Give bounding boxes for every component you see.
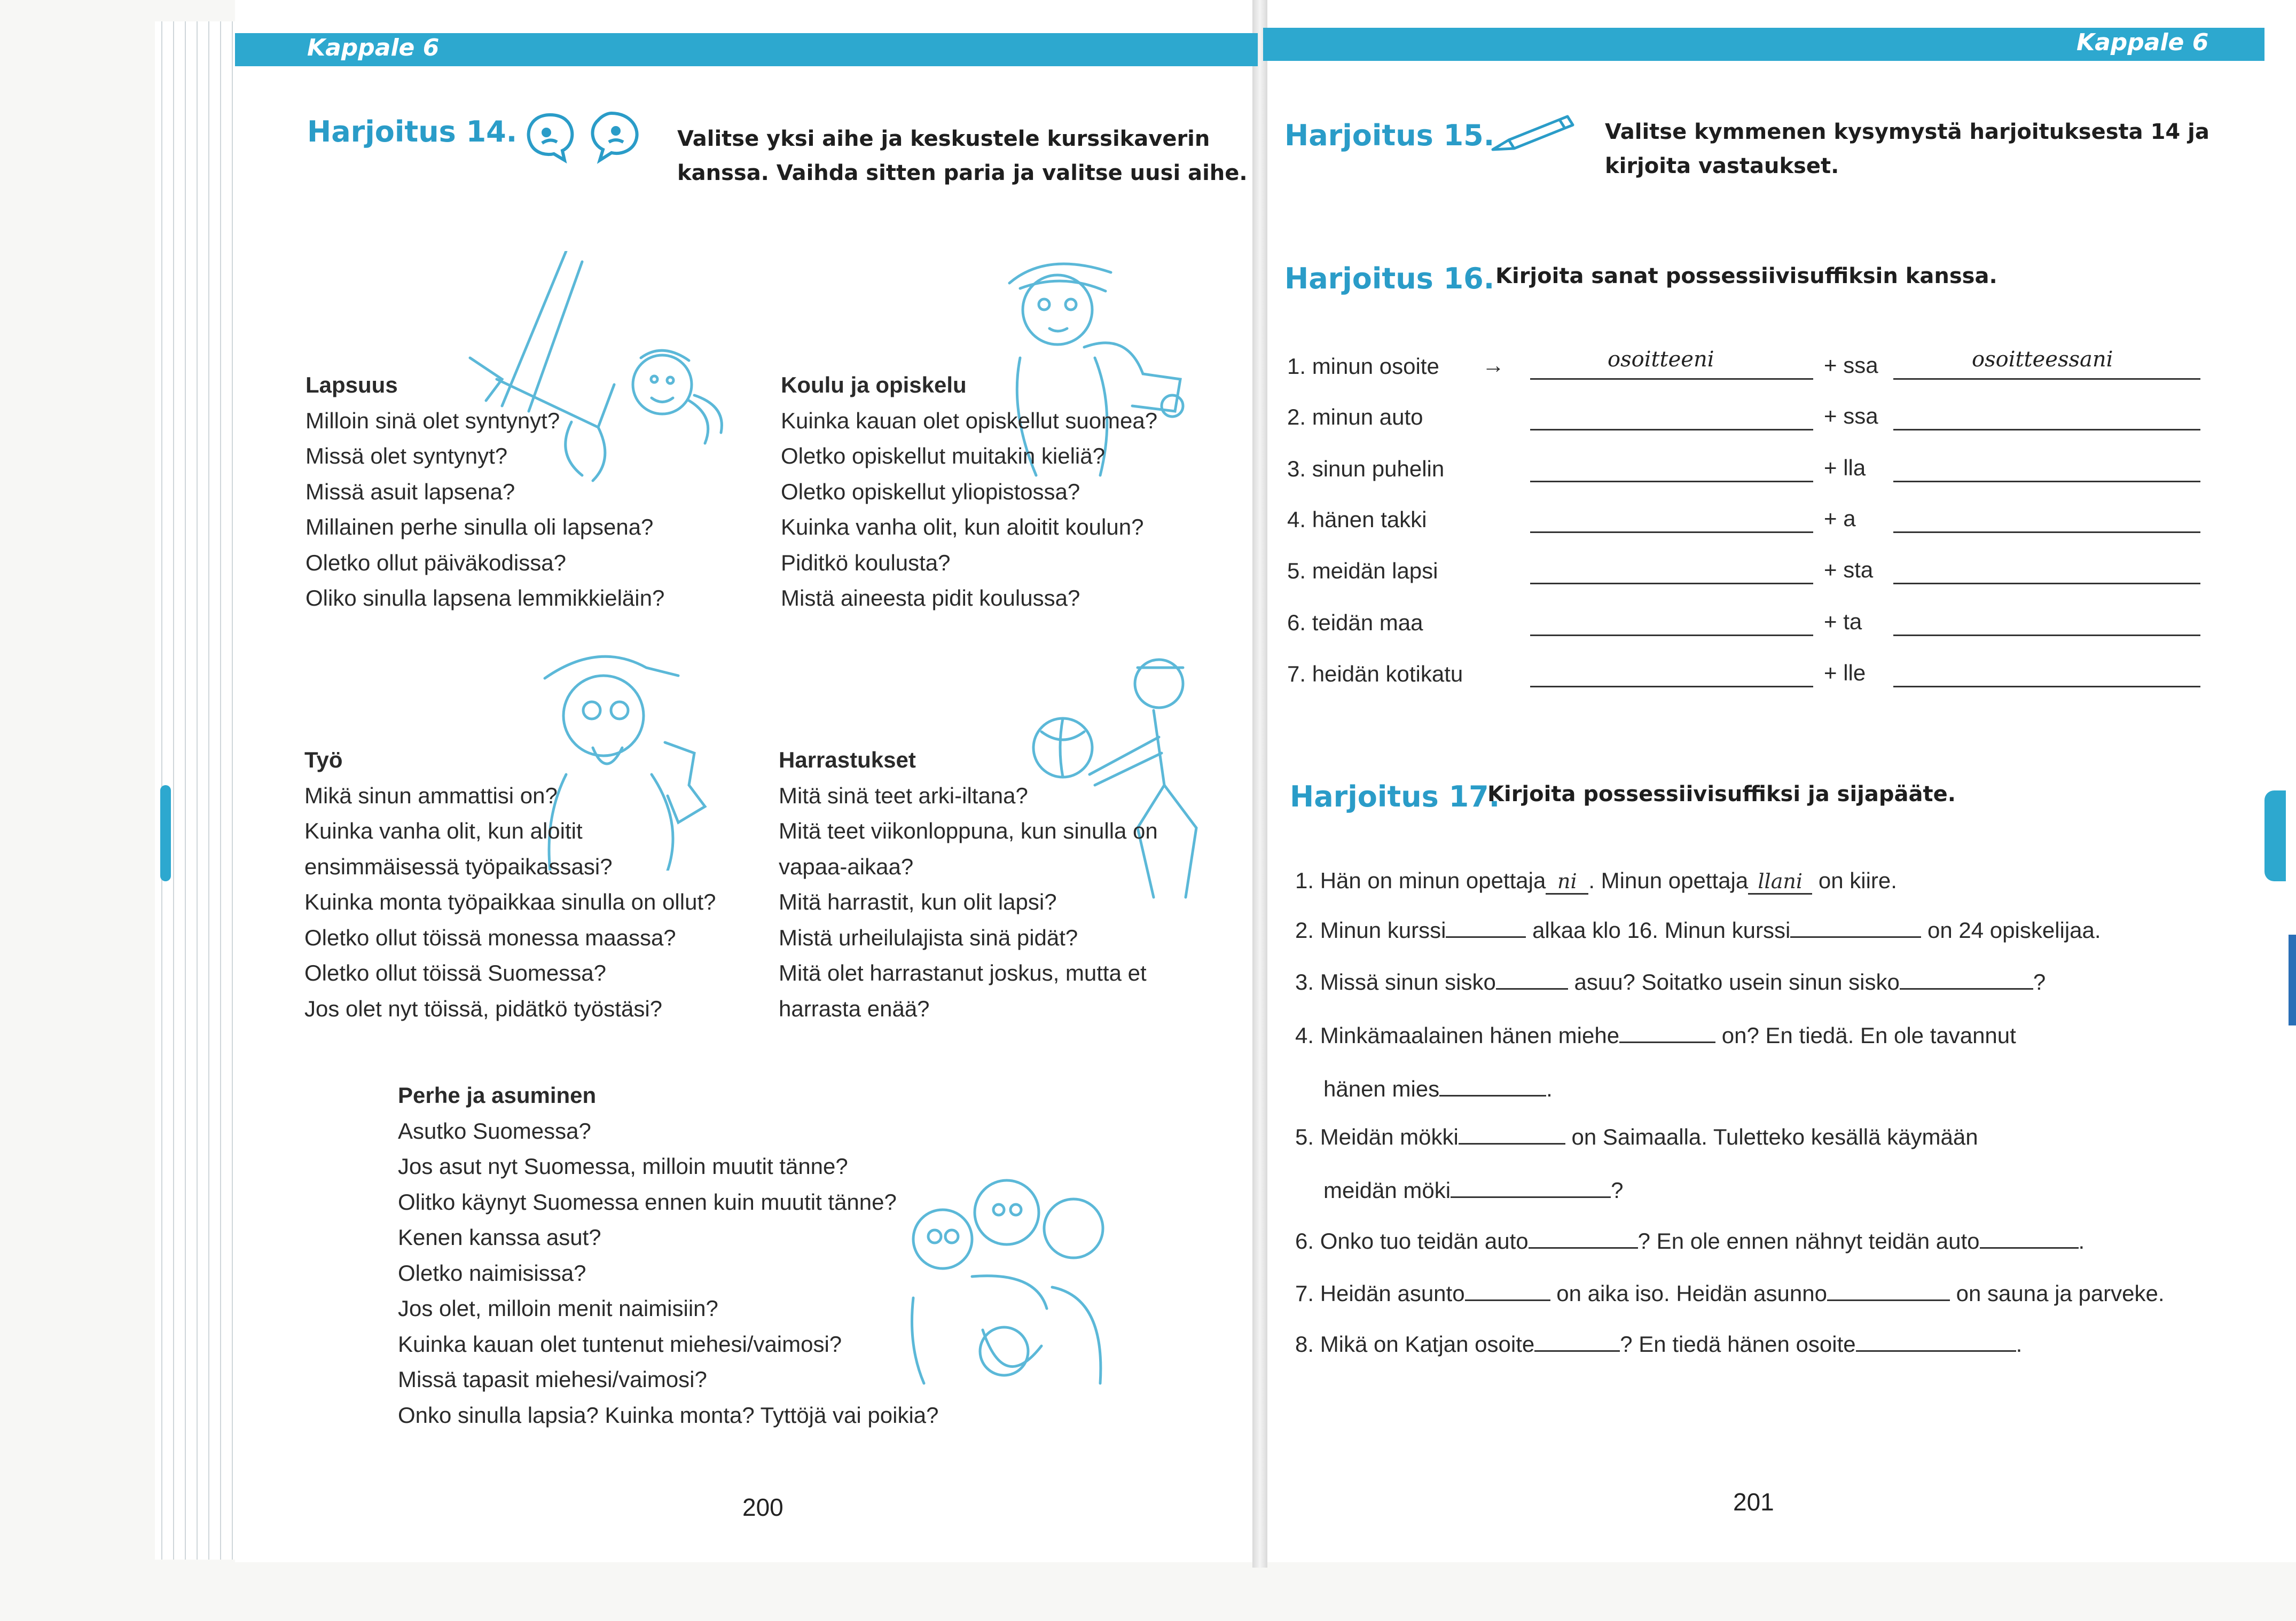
arrow-icon: → <box>1482 353 1504 378</box>
answer-blank[interactable] <box>1790 918 1921 938</box>
exercise-17-instruction: Kirjoita possessiivisuffiksi ja sijapääte. <box>1487 782 1956 806</box>
question: Oletko ollut päiväkodissa? <box>305 550 566 575</box>
sentence-text: ? <box>2033 969 2046 994</box>
exercise-17-sentence-5 <box>1295 1124 1978 1150</box>
exercise-16-row <box>1287 450 2206 498</box>
question: Kenen kanssa asut? <box>398 1225 601 1250</box>
row-label: 5. meidän lapsi <box>1287 558 1438 583</box>
sentence-text: 8. Mikä on Katjan osoite <box>1295 1332 1535 1357</box>
sentence-text: on aika iso. Heidän asunno <box>1556 1281 1827 1306</box>
exercise-17-sentence-3 <box>1295 969 2046 995</box>
exercise-16-row <box>1287 655 2206 703</box>
question: harrasta enää? <box>779 996 930 1021</box>
answer-line[interactable] <box>1530 635 1813 636</box>
result-line[interactable] <box>1893 481 2200 482</box>
thumb-tab-right <box>2264 790 2286 881</box>
thumb-tab-right-2 <box>2289 935 2296 1025</box>
sentence-text: 4. Minkämaalainen hänen miehe <box>1295 1023 1620 1048</box>
result-line[interactable] <box>1893 583 2200 584</box>
topic-heading: Perhe ja asuminen <box>398 1083 597 1108</box>
page-number-right: 201 <box>1733 1488 1774 1516</box>
sentence-text: ? En ole ennen nähnyt teidän auto <box>1637 1228 1980 1254</box>
exercise-16-row <box>1287 347 2206 395</box>
suffix: + ta <box>1824 609 1862 634</box>
answer-text: osoitteeni <box>1608 347 1714 372</box>
sentence-text: 6. Onko tuo teidän auto <box>1295 1228 1529 1254</box>
exercise-14-instruction-line-1: Valitse yksi aihe ja keskustele kurssikaverin <box>677 127 1210 151</box>
speech-bubbles-icon <box>521 107 646 166</box>
answer-blank[interactable] <box>1446 918 1526 938</box>
row-label: 3. sinun puhelin <box>1287 456 1445 481</box>
exercise-14-instruction-line-2: kanssa. Vaihda sitten paria ja valitse uusi aihe. <box>677 161 1248 185</box>
result-line[interactable] <box>1893 531 2200 533</box>
book-spine <box>1252 0 1267 1568</box>
question: Mitä harrastit, kun olit lapsi? <box>779 889 1057 914</box>
question: Piditkö koulusta? <box>781 550 951 575</box>
exercise-16-title: Harjoitus 16. <box>1284 262 1495 295</box>
answer-line[interactable] <box>1530 481 1813 482</box>
answer-blank[interactable] <box>1856 1332 2016 1352</box>
answer-blank[interactable] <box>1496 970 1568 990</box>
question: Kuinka kauan olet opiskellut suomea? <box>781 408 1158 433</box>
question: Oletko ollut töissä Suomessa? <box>304 960 606 985</box>
question: Oletko opiskellut muitakin kieliä? <box>781 443 1105 468</box>
exercise-14-title: Harjoitus 14. <box>307 115 518 148</box>
sentence-text: 5. Meidän mökki <box>1295 1124 1459 1149</box>
result-line[interactable] <box>1893 686 2200 687</box>
question: Jos asut nyt Suomessa, milloin muutit tänne? <box>398 1154 848 1179</box>
question: Oletko naimisissa? <box>398 1260 586 1286</box>
question: Mitä teet viikonloppuna, kun sinulla on <box>779 818 1158 843</box>
question: Milloin sinä olet syntynyt? <box>305 408 560 433</box>
sentence-text: asuu? Soitatko usein sinun sisko <box>1574 969 1900 994</box>
answer-blank[interactable] <box>1827 1281 1950 1301</box>
sentence-text: on 24 opiskelijaa. <box>1927 918 2101 943</box>
question: Mitä olet harrastanut joskus, mutta et <box>779 960 1147 985</box>
row-label: 4. hänen takki <box>1287 507 1427 532</box>
question: Oliko sinulla lapsena lemmikkieläin? <box>305 585 665 610</box>
sentence-text: 7. Heidän asunto <box>1295 1281 1465 1306</box>
exercise-17-sentence-2 <box>1295 918 2101 943</box>
answer-line[interactable] <box>1530 686 1813 687</box>
sentence-text: ? <box>1611 1178 1624 1203</box>
pencil-icon <box>1487 112 1578 155</box>
suffix: + lle <box>1824 660 1866 685</box>
topic-harrastukset <box>779 742 1158 1027</box>
row-label: 6. teidän maa <box>1287 610 1423 635</box>
exercise-15-instruction-line-1: Valitse kymmenen kysymystä harjoituksesta 14 ja <box>1605 120 2209 144</box>
answer-blank[interactable] <box>1465 1281 1550 1301</box>
exercise-16-row <box>1287 604 2206 652</box>
exercise-14-instruction <box>677 122 1248 190</box>
page-number-left: 200 <box>742 1493 783 1521</box>
exercise-16-row <box>1287 500 2206 549</box>
exercise-17-sentence-4 <box>1295 1023 2016 1048</box>
answer-line[interactable] <box>1530 531 1813 533</box>
suffix: + lla <box>1824 455 1866 480</box>
answer-blank[interactable]: llani <box>1748 870 1812 895</box>
exercise-17-sentence-7 <box>1295 1281 2165 1306</box>
question: Mitä sinä teet arki-iltana? <box>779 782 1028 808</box>
chapter-label-left: Kappale 6 <box>307 34 440 61</box>
question: Mistä aineesta pidit koulussa? <box>781 585 1080 610</box>
question: Olitko käynyt Suomessa ennen kuin muutit tänne? <box>398 1189 897 1215</box>
topic-perhe-ja-asuminen <box>398 1078 939 1433</box>
exercise-15-title: Harjoitus 15. <box>1284 119 1495 152</box>
exercise-16-row <box>1287 398 2206 446</box>
exercise-17-sentence-1 <box>1295 868 1897 895</box>
suffix: + ssa <box>1824 353 1878 378</box>
question: Millainen perhe sinulla oli lapsena? <box>305 514 654 539</box>
row-label: 7. heidän kotikatu <box>1287 661 1463 686</box>
answer-blank[interactable] <box>1619 1023 1715 1043</box>
question: Oletko ollut töissä monessa maassa? <box>304 925 676 950</box>
topic-lapsuus <box>305 367 664 616</box>
answer-blank[interactable] <box>1451 1178 1611 1198</box>
question: Oletko opiskellut yliopistossa? <box>781 479 1080 504</box>
suffix: + a <box>1824 506 1856 531</box>
topic-heading: Lapsuus <box>305 372 398 397</box>
exercise-16-instruction: Kirjoita sanat possessiivisuffiksin kanssa. <box>1495 264 1997 288</box>
suffix: + ssa <box>1824 403 1878 428</box>
exercise-17-sentence-6 <box>1295 1228 2085 1254</box>
chapter-label-right: Kappale 6 <box>2076 29 2209 56</box>
sentence-text: on kiire. <box>1818 868 1897 893</box>
exercise-15-instruction <box>1605 115 2209 183</box>
question: vapaa-aikaa? <box>779 853 914 879</box>
sentence-text: . <box>2016 1332 2023 1357</box>
question: Missä asuit lapsena? <box>305 479 515 504</box>
answer-line[interactable] <box>1530 583 1813 584</box>
sentence-text: hänen mies <box>1323 1076 1440 1101</box>
question: Kuinka kauan olet tuntenut miehesi/vaimosi? <box>398 1331 842 1357</box>
question: Mikä sinun ammattisi on? <box>304 782 558 808</box>
sentence-text: . Minun opettaja <box>1588 868 1749 893</box>
result-line[interactable] <box>1893 635 2200 636</box>
exercise-17-sentence-5b <box>1323 1178 1623 1203</box>
row-label: 1. minun osoite <box>1287 354 1439 379</box>
sentence-text: 2. Minun kurssi <box>1295 918 1446 943</box>
sentence-text: 1. Hän on minun opettaja <box>1295 868 1546 893</box>
question: Mistä urheilulajista sinä pidät? <box>779 925 1078 950</box>
topic-koulu-ja-opiskelu <box>781 367 1157 616</box>
answer-blank[interactable] <box>1439 1077 1546 1097</box>
question: Jos olet nyt töissä, pidätkö työstäsi? <box>304 996 663 1021</box>
question: Missä tapasit miehesi/vaimosi? <box>398 1367 707 1392</box>
question: Asutko Suomessa? <box>398 1118 591 1144</box>
question: Jos olet, milloin menit naimisiin? <box>398 1296 718 1321</box>
topic-heading: Harrastukset <box>779 747 916 772</box>
row-label: 2. minun auto <box>1287 404 1423 429</box>
answer-blank[interactable] <box>1529 1229 1638 1249</box>
sentence-text: alkaa klo 16. Minun kurssi <box>1532 918 1791 943</box>
sentence-text: . <box>1546 1076 1553 1101</box>
sentence-text: on sauna ja parveke. <box>1956 1281 2165 1306</box>
exercise-16-row <box>1287 552 2206 600</box>
answer-blank[interactable] <box>1534 1332 1620 1352</box>
answer-blank[interactable] <box>1900 970 2033 990</box>
exercise-17-title: Harjoitus 17. <box>1290 780 1500 813</box>
exercise-17-sentence-4b <box>1323 1076 1553 1102</box>
answer-blank[interactable]: ni <box>1546 870 1588 895</box>
sentence-text: on Saimaalla. Tuletteko kesällä käymään <box>1571 1124 1978 1149</box>
question: Onko sinulla lapsia? Kuinka monta? Tyttöjä vai poikia? <box>398 1402 939 1428</box>
sentence-text: ? En tiedä hänen osoite <box>1620 1332 1856 1357</box>
thumb-tab-left <box>160 785 171 881</box>
sentence-text: . <box>2078 1228 2085 1254</box>
exercise-17-sentence-8 <box>1295 1332 2022 1357</box>
question: Missä olet syntynyt? <box>305 443 508 468</box>
result-text: osoitteessani <box>1972 347 2113 372</box>
topic-heading: Työ <box>304 747 343 772</box>
sentence-text: meidän möki <box>1323 1178 1451 1203</box>
exercise-16-table <box>1287 347 2206 700</box>
question: Kuinka monta työpaikkaa sinulla on ollut? <box>304 889 716 914</box>
answer-blank[interactable] <box>1459 1125 1565 1145</box>
answer-line[interactable] <box>1530 378 1813 380</box>
question: Kuinka vanha olit, kun aloitit koulun? <box>781 514 1144 539</box>
topic-heading: Koulu ja opiskelu <box>781 372 967 397</box>
suffix: + sta <box>1824 557 1874 582</box>
sentence-text: 3. Missä sinun sisko <box>1295 969 1496 994</box>
question: ensimmäisessä työpaikassasi? <box>304 853 613 879</box>
answer-line[interactable] <box>1530 429 1813 430</box>
exercise-15-instruction-line-2: kirjoita vastaukset. <box>1605 154 1839 178</box>
question: Kuinka vanha olit, kun aloitit <box>304 818 583 843</box>
result-line[interactable] <box>1893 378 2200 380</box>
answer-blank[interactable] <box>1980 1229 2079 1249</box>
result-line[interactable] <box>1893 429 2200 430</box>
topic-tyo <box>304 742 716 1027</box>
sentence-text: on? En tiedä. En ole tavannut <box>1721 1023 2016 1048</box>
